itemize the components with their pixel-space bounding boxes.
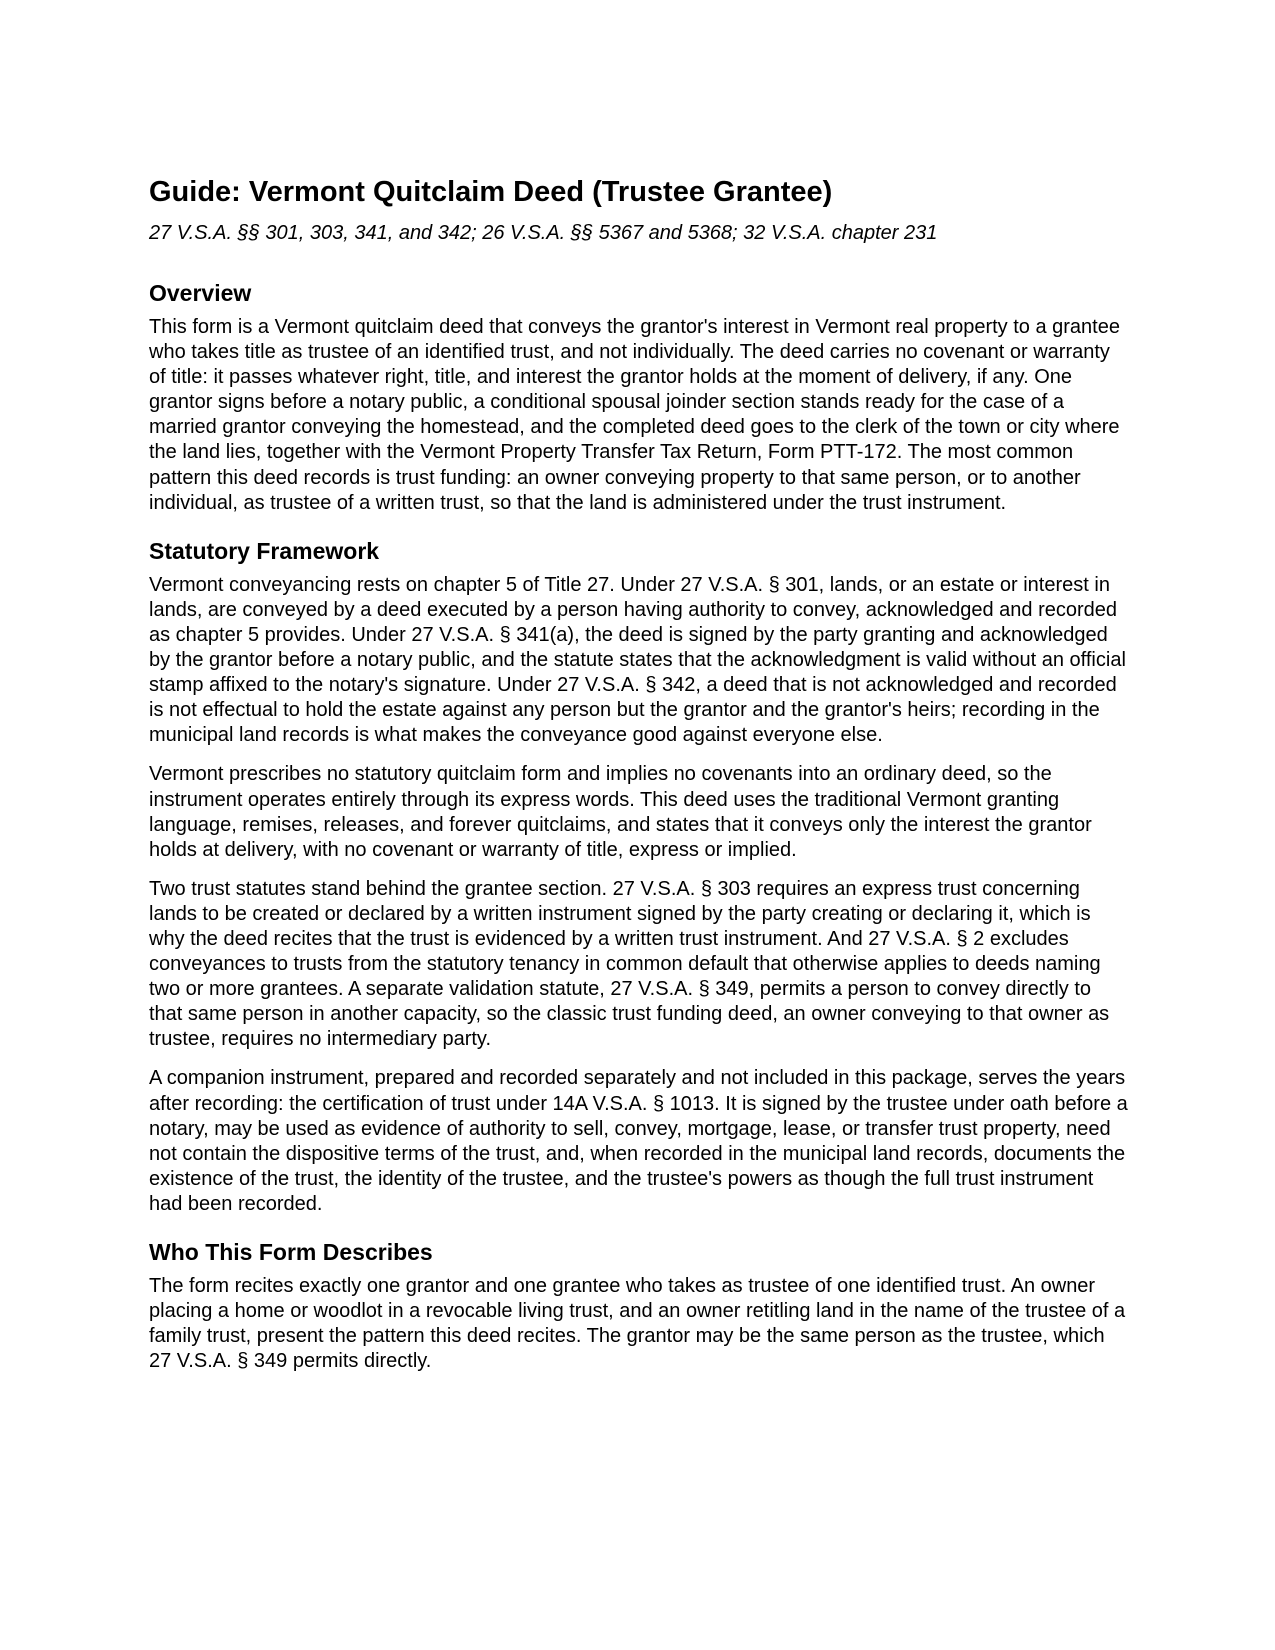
statute-citation: 27 V.S.A. §§ 301, 303, 341, and 342; 26 V.S.A. §§ 5367 and 5368; 32 V.S.A. chapter 231	[149, 222, 938, 244]
section-heading-who-this-form-describes: Who This Form Describes	[149, 1239, 433, 1265]
statutory-paragraph-2: Vermont prescribes no statutory quitclaim form and implies no covenants into an ordinary deed, so the instrument operates entirely through its express words. This deed uses the traditional Vermont granting language, remises, releases, and forever quitclaims, and states that it conveys only the interest the grantor holds at delivery, with no covenant or warranty of title, express or implied.	[149, 763, 1092, 861]
section-heading-statutory-framework: Statutory Framework	[149, 537, 380, 564]
overview-paragraph: This form is a Vermont quitclaim deed that conveys the grantor's interest in Vermont real property to a grantee who takes title as trustee of an identified trust, and not individually. The deed carries no covenant or warranty of title: it passes whatever right, title, and interest the grantor holds at the moment of delivery, if any. One grantor signs before a notary public, a conditional spousal joinder section stands ready for the case of a married grantor conveying the homestead, and the completed deed goes to the clerk of the town or city where the land lies, together with the Vermont Property Transfer Tax Return, Form PTT-172. The most common pattern this deed records is trust funding: an owner conveying property to that same person, or to another individual, as trustee of a written trust, so that the land is administered under the trust instrument.	[149, 316, 1120, 514]
document-title: Guide: Vermont Quitclaim Deed (Trustee Grantee)	[149, 176, 833, 208]
statutory-paragraph-1: Vermont conveyancing rests on chapter 5 of Title 27. Under 27 V.S.A. § 301, lands, or an estate or interest in lands, are conveyed by a deed executed by a person having authority to convey, acknowledged and recorded as chapter 5 provides. Under 27 V.S.A. § 341(a), the deed is signed by the party granting and acknowledged by the grantor before a notary public, and the statute states that the acknowledgment is valid without an official stamp affixed to the notary's signature. Under 27 V.S.A. § 342, a deed that is not acknowledged and recorded is not effectual to hold the estate against any person but the grantor and the grantor's heirs; recording in the municipal land records is what makes the conveyance good against everyone else.	[149, 573, 1126, 747]
document-page	[149, 172, 1129, 1374]
section-heading-overview: Overview	[149, 280, 252, 306]
who-paragraph: The form recites exactly one grantor and one grantee who takes as trustee of one identified trust. An owner placing a home or woodlot in a revocable living trust, and an owner retitling land in the name of the trustee of a family trust, present the pattern this deed recites. The grantor may be the same person as the trustee, which 27 V.S.A. § 349 permits directly.	[149, 1275, 1126, 1373]
statutory-paragraph-3: Two trust statutes stand behind the grantee section. 27 V.S.A. § 303 requires an express trust concerning lands to be created or declared by a written instrument signed by the party creating or declaring it, which is why the deed recites that the trust is evidenced by a written trust instrument. And 27 V.S.A. § 2 excludes conveyances to trusts from the statutory tenancy in common default that otherwise applies to deeds naming two or more grantees. A separate validation statute, 27 V.S.A. § 349, permits a person to convey directly to that same person in another capacity, so the classic trust funding deed, an owner conveying to that owner as trustee, requires no intermediary party.	[149, 877, 1110, 1051]
statutory-paragraph-4: A companion instrument, prepared and recorded separately and not included in this package, serves the years after recording: the certification of trust under 14A V.S.A. § 1013. It is signed by the trustee under oath before a notary, may be used as evidence of authority to sell, convey, mortgage, lease, or transfer trust property, need not contain the dispositive terms of the trust, and, when recorded in the municipal land records, documents the existence of the trust, the identity of the trustee, and the trustee's powers as though the full trust instrument had been recorded.	[149, 1067, 1128, 1215]
